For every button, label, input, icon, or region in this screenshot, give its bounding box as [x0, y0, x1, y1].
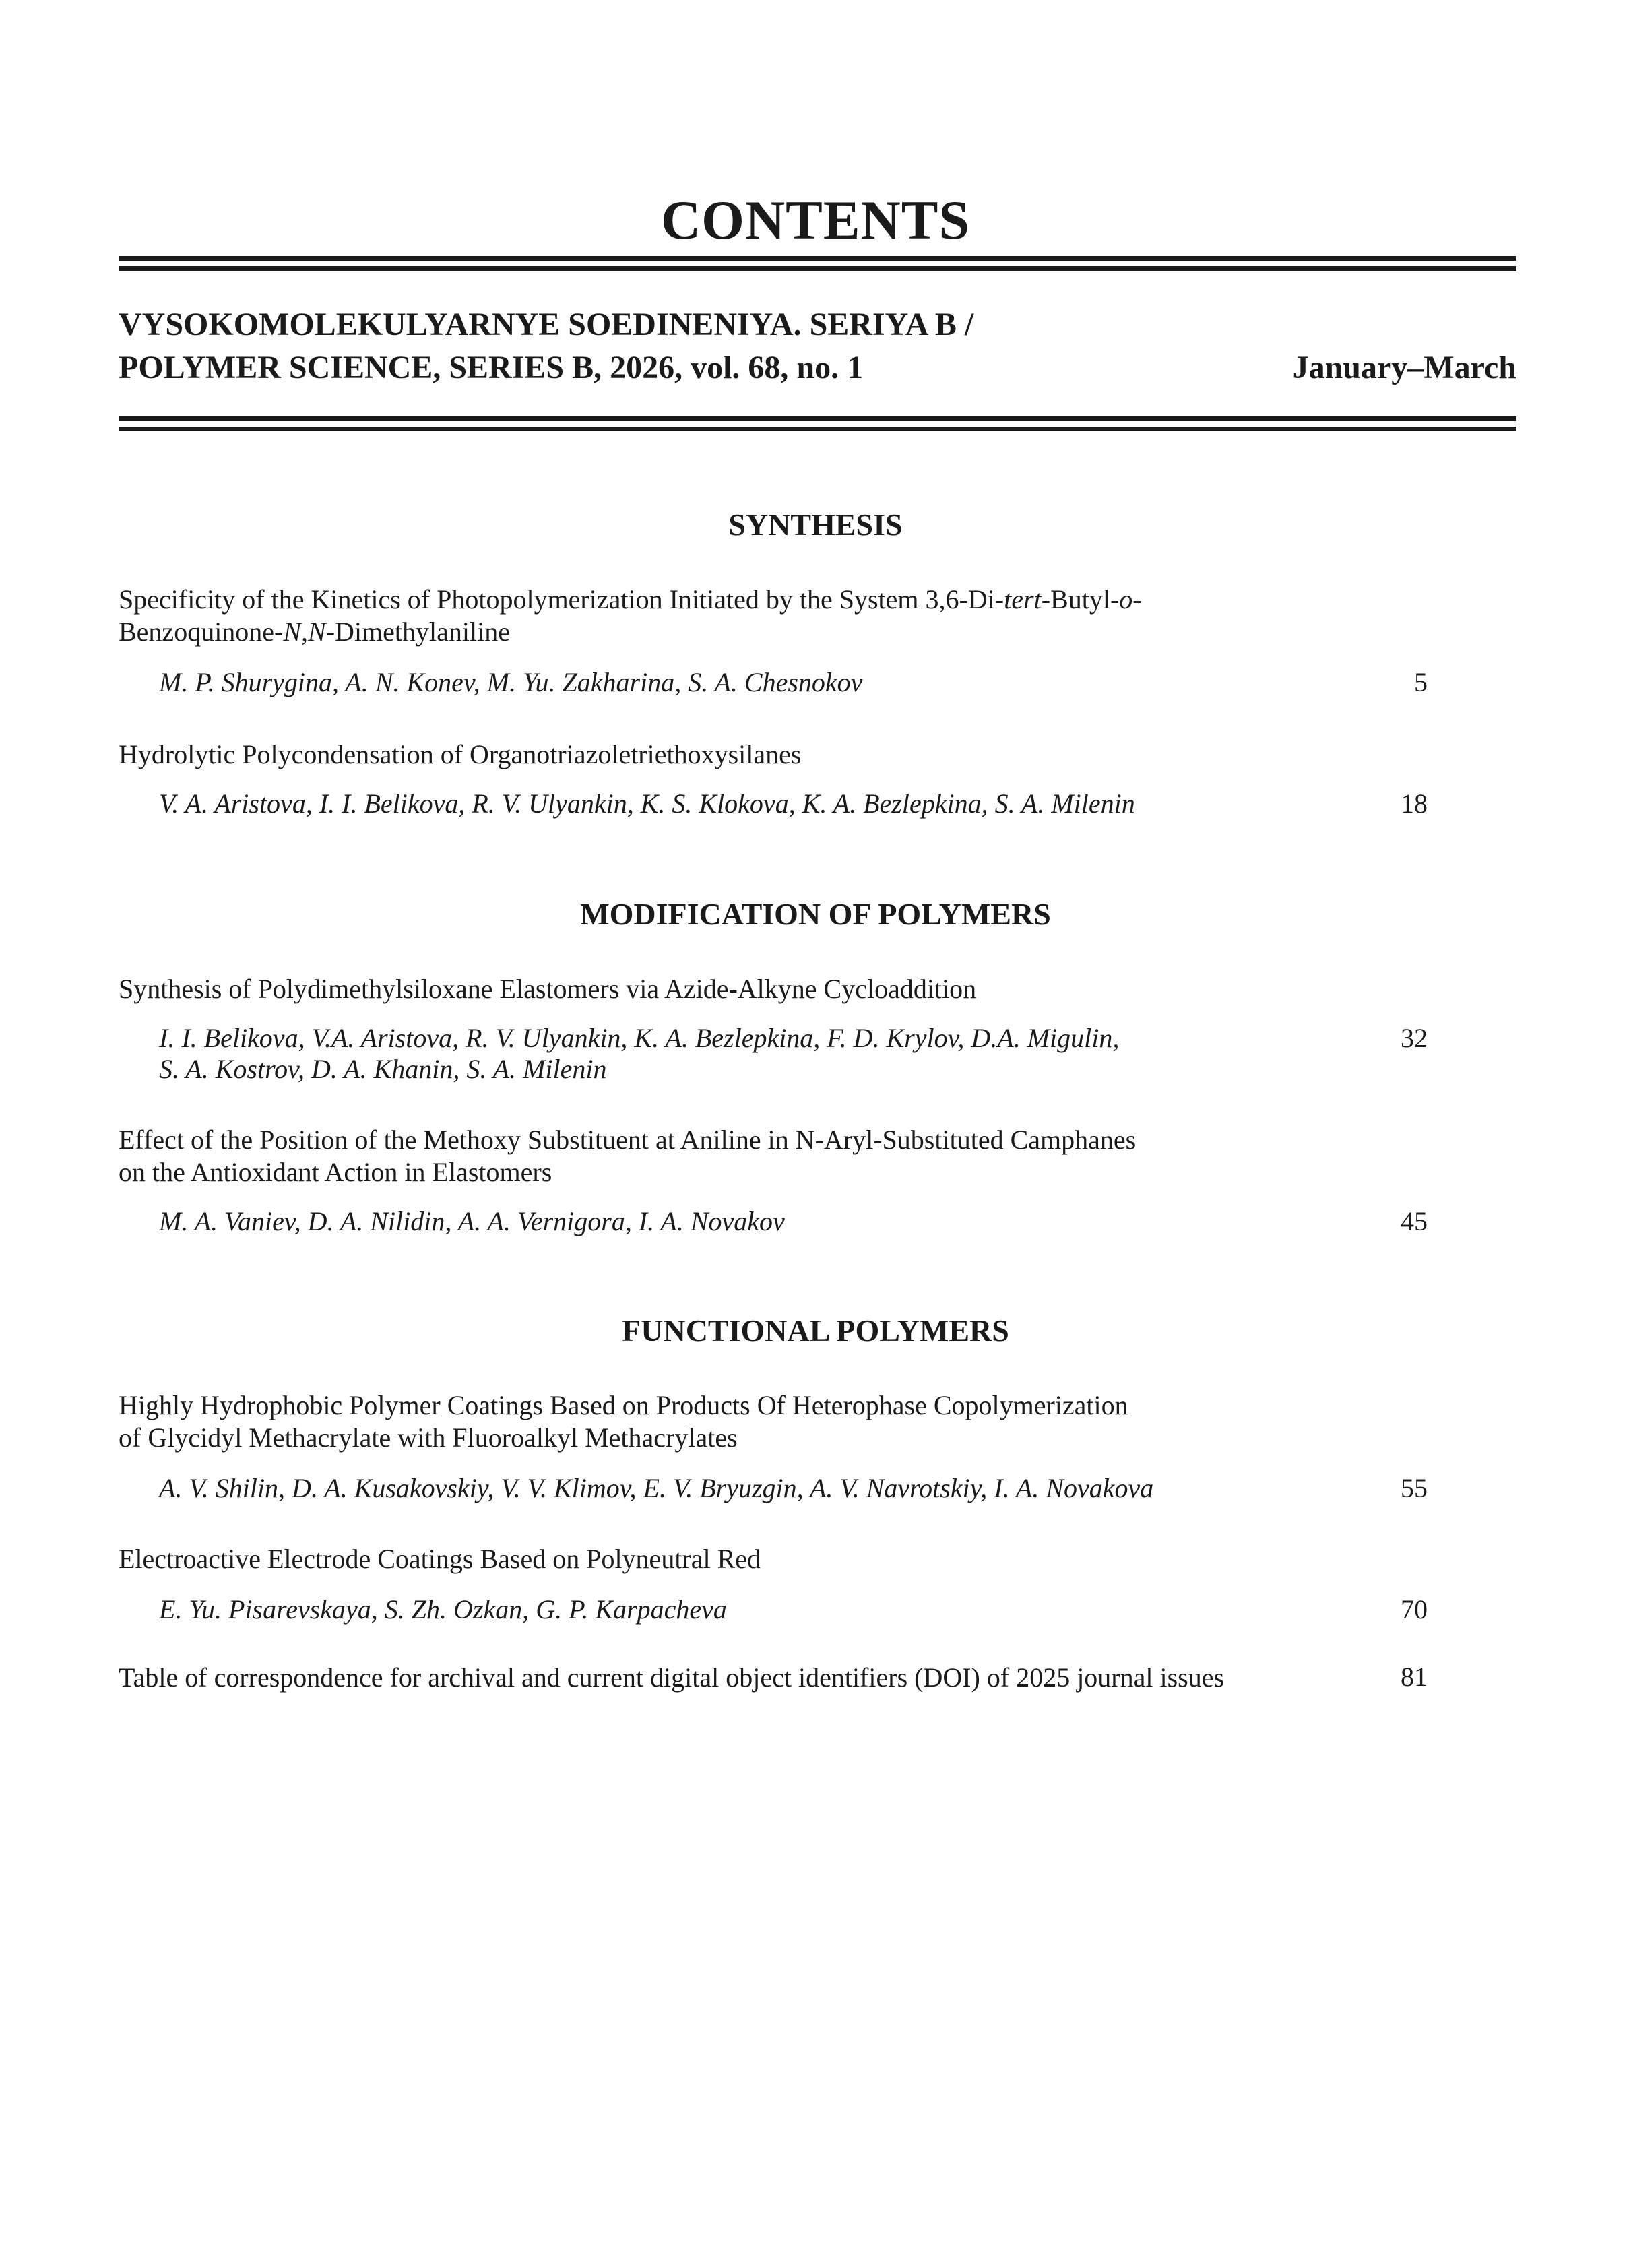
title-line: Effect of the Position of the Methoxy Substituent at Aniline in N-Aryl-Substituted Camphanes	[119, 1125, 1137, 1155]
article-authors	[159, 1023, 1237, 1085]
article-page-number[interactable]: 5	[1414, 667, 1428, 697]
authors-line: I. I. Belikova, V.A. Aristova, R. V. Ulyankin, K. A. Bezlepkina, F. D. Krylov, D.A. Migulin,	[159, 1023, 1120, 1053]
article-title[interactable]: Synthesis of Polydimethylsiloxane Elastomers via Azide-Alkyne Cycloaddition	[119, 974, 977, 1004]
page-title: CONTENTS	[660, 189, 971, 251]
article-authors: V. A. Aristova, I. I. Belikova, R. V. Ulyankin, K. S. Klokova, K. A. Bezlepkina, S. A. Milenin	[159, 788, 1135, 819]
article-title[interactable]	[119, 1124, 1277, 1189]
article-title[interactable]: Electroactive Electrode Coatings Based on Polyneutral Red	[119, 1544, 761, 1574]
title-part-italic: o	[1119, 584, 1133, 615]
title-part: Benzoquinone-	[119, 617, 284, 647]
title-line: on the Antioxidant Action in Elastomers	[119, 1157, 552, 1187]
title-part: -Dimethylaniline	[325, 617, 510, 647]
title-part-italic: tert	[1004, 584, 1042, 615]
title-part: -	[1132, 584, 1142, 615]
masthead-line-1: VYSOKOMOLEKULYARNYE SOEDINENIYA. SERIYA B /	[119, 307, 974, 342]
article-page-number[interactable]: 45	[1401, 1206, 1428, 1236]
section-heading-functional: FUNCTIONAL POLYMERS	[622, 1313, 1009, 1348]
top-double-rule	[119, 256, 1516, 271]
issue-date: January–March	[1292, 350, 1516, 385]
article-title[interactable]	[119, 584, 1277, 648]
masthead-line-2: POLYMER SCIENCE, SERIES B, 2026, vol. 68, no. 1	[119, 350, 864, 385]
title-part: -Butyl-	[1041, 584, 1120, 615]
article-authors: A. V. Shilin, D. A. Kusakovskiy, V. V. Klimov, E. V. Bryuzgin, A. V. Navrotskiy, I. A. Novakova	[159, 1473, 1154, 1503]
doi-table-page-number[interactable]: 81	[1401, 1662, 1428, 1692]
title-line: of Glycidyl Methacrylate with Fluoroalkyl Methacrylates	[119, 1422, 738, 1453]
article-title[interactable]	[119, 1389, 1277, 1454]
authors-line: S. A. Kostrov, D. A. Khanin, S. A. Milenin	[159, 1054, 607, 1084]
doi-table-entry[interactable]: Table of correspondence for archival and current digital object identifiers (DOI) of 2025 journal issues	[119, 1662, 1225, 1693]
section-heading-synthesis: SYNTHESIS	[728, 507, 903, 542]
article-page-number[interactable]: 55	[1401, 1473, 1428, 1503]
title-line: Highly Hydrophobic Polymer Coatings Based on Products Of Heterophase Copolymerization	[119, 1390, 1128, 1420]
title-part: Specificity of the Kinetics of Photopolymerization Initiated by the System 3,6-Di-	[119, 584, 1004, 615]
article-authors: M. P. Shurygina, A. N. Konev, M. Yu. Zakharina, S. A. Chesnokov	[159, 667, 863, 697]
article-authors: E. Yu. Pisarevskaya, S. Zh. Ozkan, G. P. Karpacheva	[159, 1594, 727, 1625]
section-heading-modification: MODIFICATION OF POLYMERS	[580, 897, 1051, 931]
article-page-number[interactable]: 32	[1401, 1023, 1428, 1053]
title-part-italic: N,N	[283, 617, 326, 647]
article-title[interactable]: Hydrolytic Polycondensation of Organotriazoletriethoxysilanes	[119, 739, 802, 769]
article-page-number[interactable]: 70	[1401, 1594, 1428, 1625]
article-authors: M. A. Vaniev, D. A. Nilidin, A. A. Vernigora, I. A. Novakov	[159, 1206, 785, 1236]
journal-masthead	[119, 303, 1516, 389]
bottom-double-rule	[119, 416, 1516, 431]
article-page-number[interactable]: 18	[1401, 788, 1428, 819]
